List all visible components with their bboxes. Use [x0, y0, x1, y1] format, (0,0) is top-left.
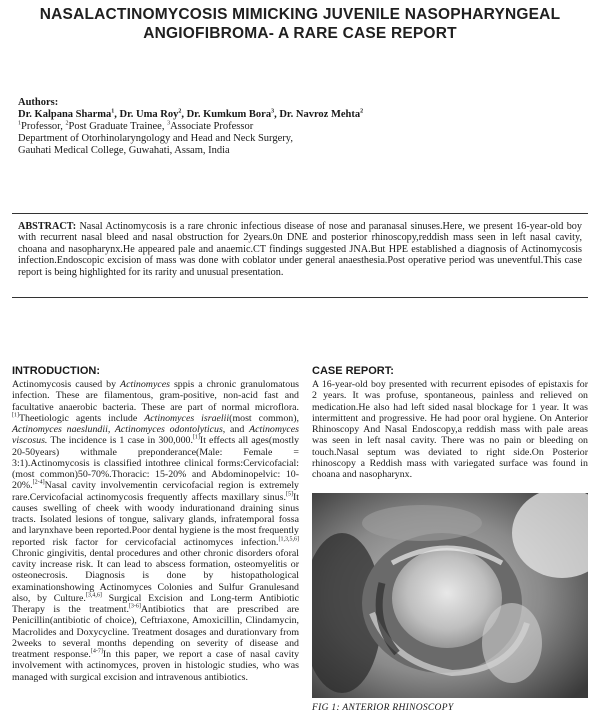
citation: [2-4]: [32, 479, 45, 486]
intro-italic: Actinomyces viscosus.: [12, 424, 299, 447]
intro-text: Chronic gingivitis, dental procedures and other chronic disorders oforal cavity increase risk. It can lead to abscess formation, osteomyelitis or osteonecrosis. Diagnosis is done by histopathological examinationshowing Actinomyces Colonies and Sulfur Granulesand also, by Culture.: [12, 547, 299, 604]
author-2: Dr. Uma Roy: [119, 109, 179, 120]
citation: [3-6]: [128, 603, 141, 610]
role-2: Post Graduate Trainee,: [68, 121, 165, 132]
authors-block: [18, 97, 578, 157]
intro-text: Theetiologic agents include: [19, 412, 145, 424]
intro-body: [12, 379, 299, 683]
citation: [3,4,6]: [85, 592, 102, 599]
author-3-affil: 3: [271, 108, 275, 115]
author-1: Dr. Kalpana Sharma: [18, 109, 112, 120]
citation: [1,3,5,6]: [278, 536, 299, 543]
citation: [4-7]: [90, 648, 103, 655]
abstract-text: Nasal Actinomycosis is a rare chronic infectious disease of nose and paranasal sinuses.Here, we present 16-year-old boy with recurrent nasal bleed and nasal obstruction for 2years.0n DNE and posterior rhinoscopy,reddish mass seen in left nasal cavity, choana and nasopharynx.He appeared pale and anaemic.CT findings suggested JNA.But HPE established a diagnosis of Actinomycosis infection.Endoscopic excision of mass was done with coblator under general anaesthesia.Post operative period was uneventful.This case report is being highlighted for its rarity and unusual presentation.: [18, 221, 582, 278]
author-college: Gauhati Medical College, Guwahati, Assam, India: [18, 145, 230, 156]
citation: [1]: [12, 412, 19, 419]
intro-text: It causes swelling of cheek with woody indurationand draining sinus tracts. Isolated lesions of tongue, salivary glands, infratemporal fossa and larynxhave been reported.Poor dental hygiene is the most frequently reported risk factor for cervicofacial actinomyces infection.: [12, 491, 299, 548]
title-line-2: ANGIOFIBROMA- A RARE CASE REPORT: [143, 25, 457, 42]
case-heading: CASE REPORT:: [312, 365, 394, 377]
intro-text: Actinomycosis caused by: [12, 379, 121, 390]
paper-title: [10, 5, 590, 43]
case-body: A 16-year-old boy presented with recurrent episodes of epistaxis for 2 years. It was profuse, spontaneous, painless and relieved on medication.He also had left sided nasal blockage for 1 year. It was intermittent and progressive. He had poor oral hygiene. On Anterior Rhinoscopy And Nasal Endoscopy,a reddish mass with pale areas was seen in left nasal cavity. There was no pain or bleeding on touch.Nasal septum was deviated to right side.On Posterior rhinoscopy a Reddish mass with variegated surface was found in choana and nasopharynx.: [312, 379, 588, 480]
intro-text: Surgical Excision and Long-term Antibiotic Therapy is the treatment.: [12, 592, 300, 615]
intro-heading: INTRODUCTION:: [12, 365, 100, 377]
intro-italic: Actinomyces: [120, 379, 170, 390]
intro-italic: Actinomyces israelii: [144, 412, 230, 424]
intro-text: The incidence is 1 case in 300,000.: [47, 435, 193, 447]
author-department: Department of Otorhinolaryngology and Head and Neck Surgery,: [18, 133, 293, 144]
intro-text: In this paper, we report a case of nasal cavity involvement with actinomyces, proven in histologic studies, who was managed with surgical excision and intravenous antibiotics.: [12, 649, 300, 683]
role-1: Professor,: [21, 121, 63, 132]
role-3: Associate Professor: [170, 121, 254, 132]
figure-caption: FIG 1: ANTERIOR RHINOSCOPY: [312, 703, 454, 713]
author-names: Dr. Kalpana Sharma$^1$, Dr. Uma Roy$^2$, Dr. Kumkum Bora$^3$, Dr. Navroz Mehta$^2$: [18, 108, 364, 120]
intro-text: and: [225, 424, 250, 435]
author-4: Dr. Navroz Mehta: [279, 109, 361, 120]
citation: [1]: [192, 434, 200, 441]
abstract-box: [12, 213, 588, 298]
authors-heading: Authors:: [18, 97, 59, 108]
intro-text: Antibiotics that are prescribed are Penicillin(antibiotic of choice), Ceftriaxone, Amoxicillin, Clindamycin, Macrolides and Doxycycline. Treatment dosages and durationvary from 2weeks to several months depending on severity of disease and treatment response.: [12, 604, 299, 660]
intro-text: sppis a chronic granulomatous infection. These are filamentous, gram-positive, non-acid fast and facultative anaerobic bacteria. These are part of normal microflora.: [12, 379, 299, 413]
citation: [5]: [285, 491, 293, 498]
intro-text: (most common),: [229, 412, 299, 424]
intro-text: Nasal cavity involvementin cervicofacial region is extremely rare.Cervicofacial actinomycosis frequently affects maxillary sinus.: [12, 480, 299, 503]
author-3: Dr. Kumkum Bora: [186, 109, 272, 120]
abstract-label: ABSTRACT:: [18, 221, 77, 232]
author-roles: $^1$Professor, $^2$Post Graduate Trainee, $^3$Associate Professor: [18, 120, 254, 132]
author-2-affil: 2: [178, 108, 182, 115]
author-4-affil: 2: [360, 108, 364, 115]
rhinoscopy-figure: [312, 493, 588, 698]
rhinoscopy-photo: [312, 493, 588, 698]
intro-text: It effects all ages(mostly 20-50years) withmale preponderance(Male: Female = 3:1).Actinomycosis is classified intothree clinical forms:Cervicofacial: (most common)50-70%.Thoracic: 15-20% and Abdominopelvic: 10-20%.: [12, 435, 300, 492]
intro-italic: Actinomyces naeslundii, Actinomyces odontolyticus,: [12, 424, 226, 435]
author-1-affil: 1: [111, 108, 115, 115]
title-line-1: NASALACTINOMYCOSIS MIMICKING JUVENILE NASOPHARYNGEAL: [39, 6, 561, 23]
